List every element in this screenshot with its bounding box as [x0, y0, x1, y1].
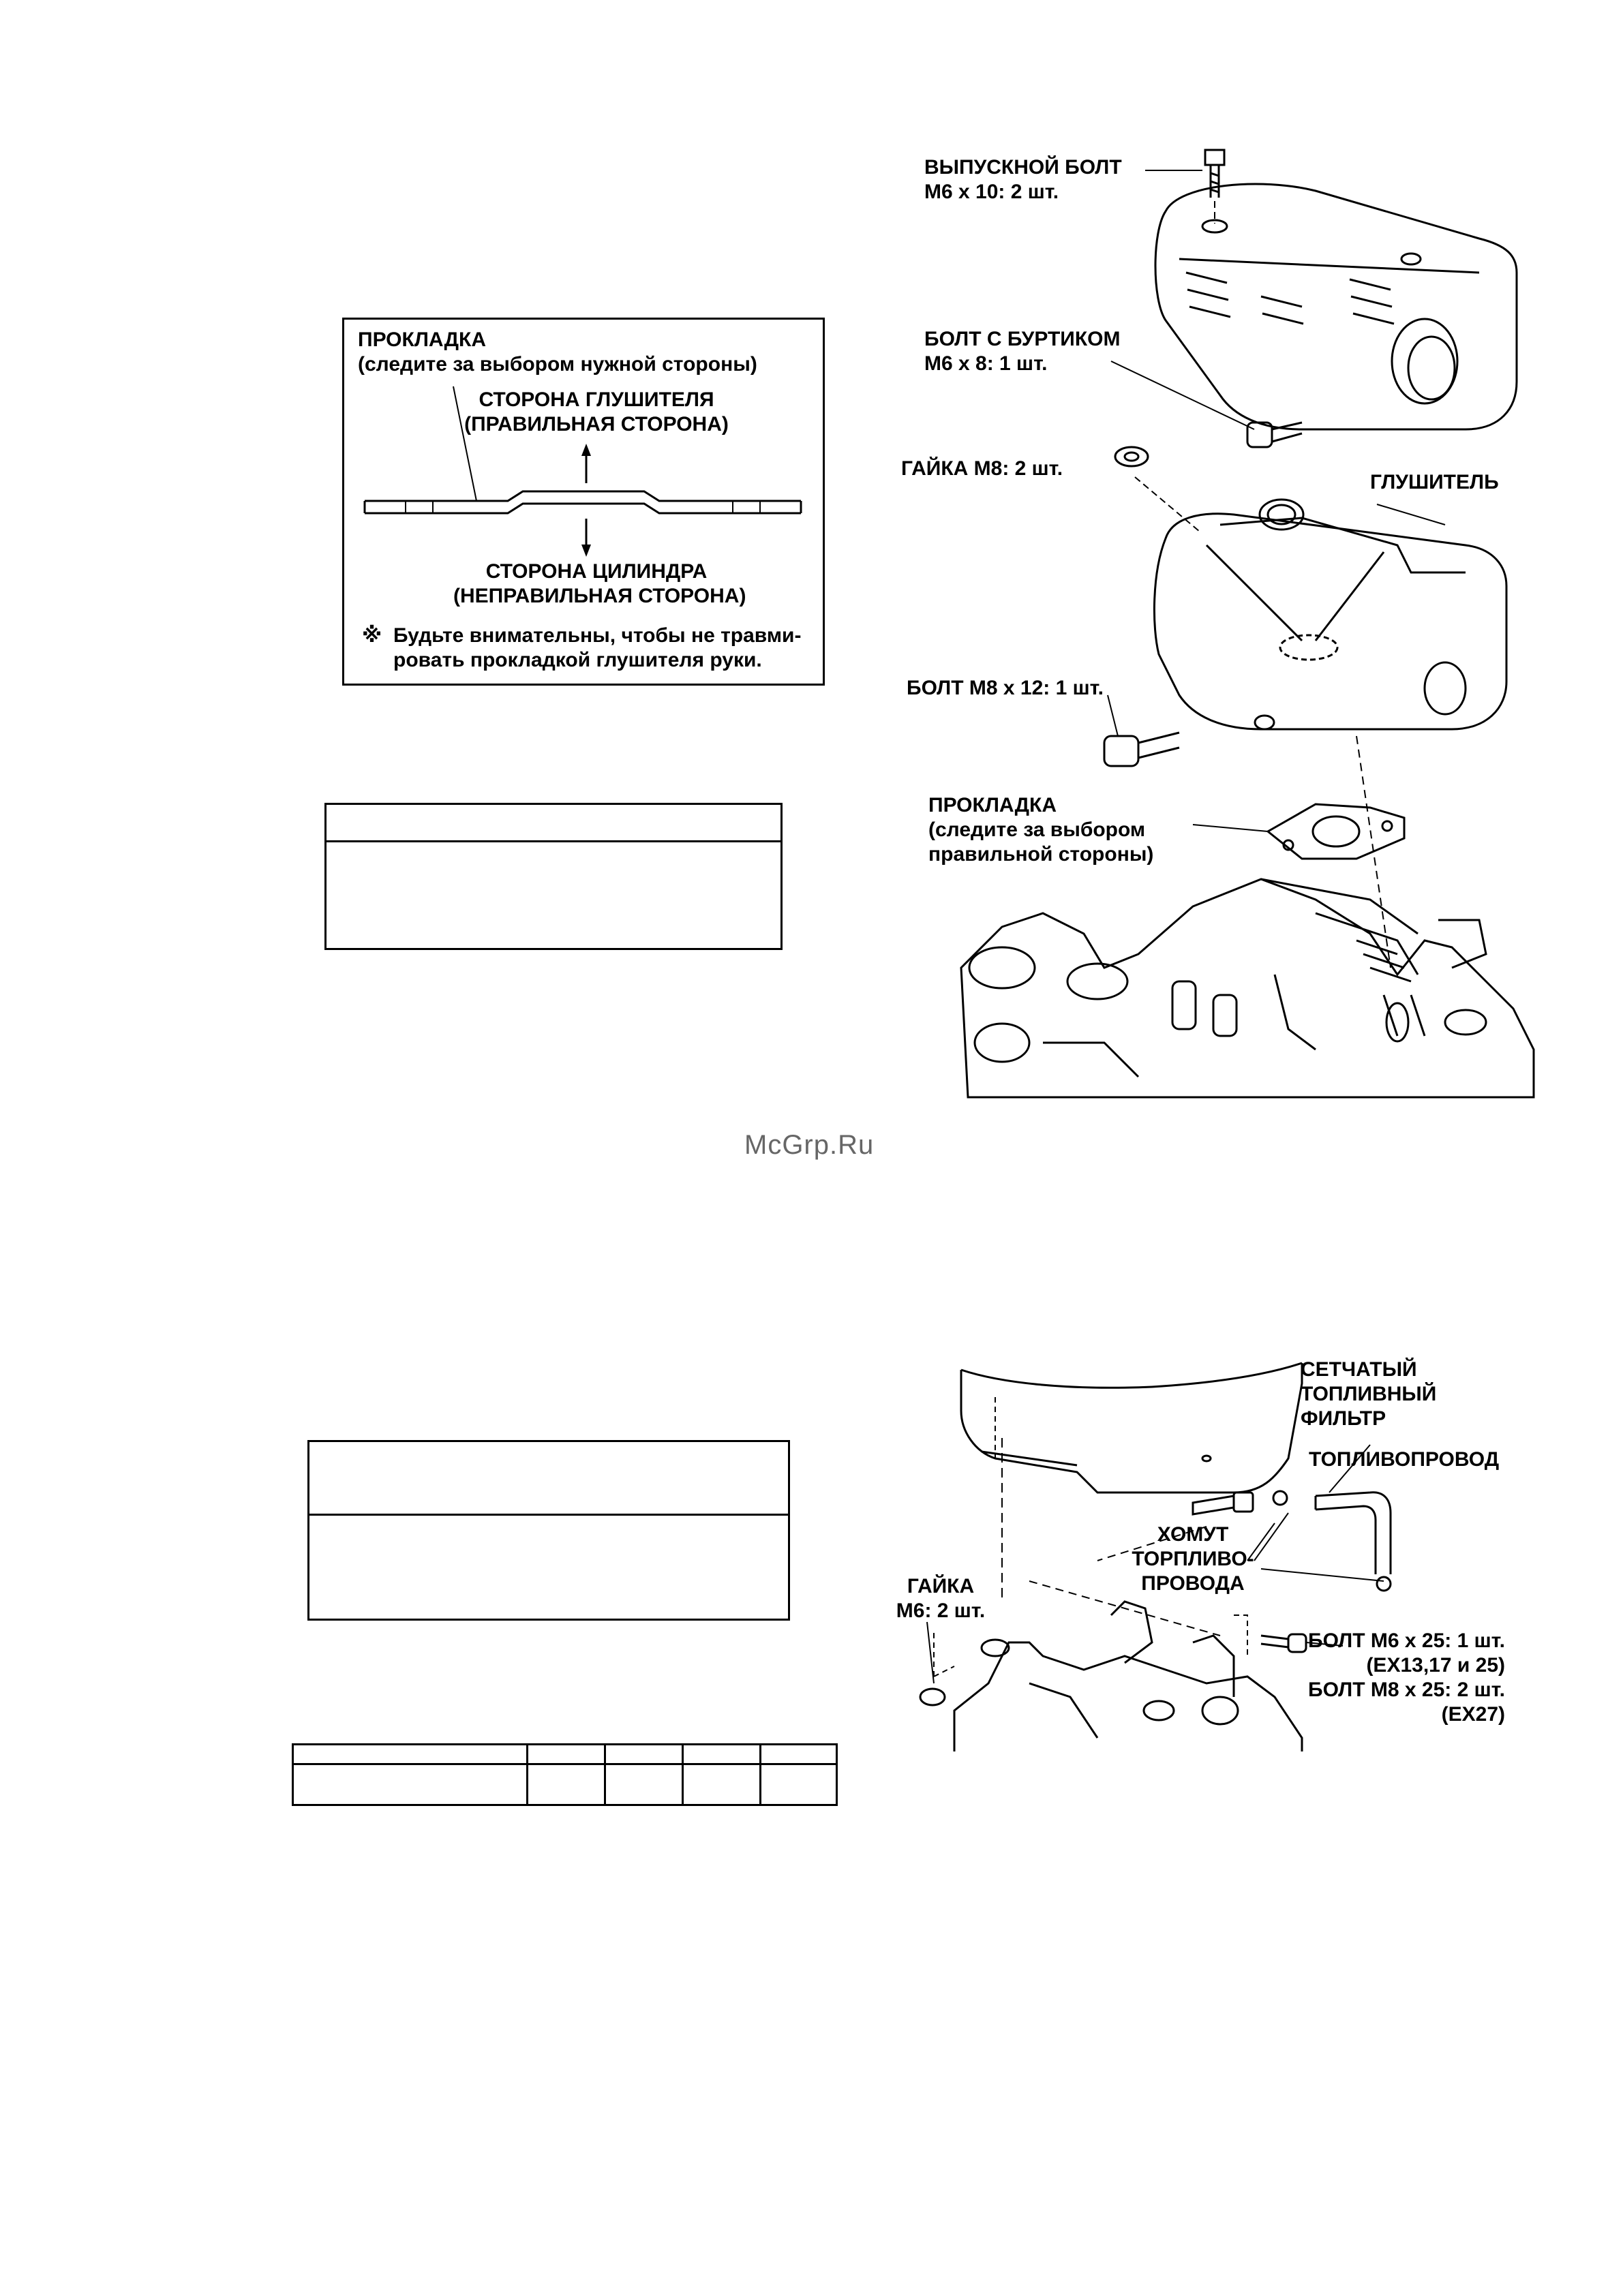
clamp-label-2: ТОРПЛИВО- — [1132, 1548, 1254, 1570]
strainer-label-2: ТОПЛИВНЫЙ — [1301, 1383, 1437, 1405]
empty-grid-table — [292, 1743, 838, 1806]
correct-side-label: (ПРАВИЛЬНАЯ СТОРОНА) — [464, 413, 729, 435]
table-col-divider — [759, 1745, 761, 1804]
empty-table-1 — [324, 803, 783, 950]
flange-bolt-label: БОЛТ С БУРТИКОМ — [924, 328, 1121, 350]
nut-m6-label-1: ГАЙКА — [907, 1575, 975, 1597]
note-mark-icon: ※ — [362, 624, 382, 647]
gasket-subtitle: (следите за выбором нужной стороны) — [358, 353, 757, 376]
empty-table-2 — [307, 1440, 790, 1621]
nut-m8-label: ГАЙКА М8: 2 шт. — [901, 457, 1063, 480]
muffler-exploded-drawing — [879, 136, 1561, 1104]
exhaust-bolt-label: ВЫПУСКНОЙ БОЛТ — [924, 156, 1122, 179]
table-divider — [309, 1514, 788, 1516]
table-col-divider — [526, 1745, 528, 1804]
cylinder-side-label: СТОРОНА ЦИЛИНДРА — [485, 560, 708, 583]
muffler-side-label: СТОРОНА ГЛУШИТЕЛЯ — [479, 388, 714, 411]
wrong-side-label: (НЕПРАВИЛЬНАЯ СТОРОНА) — [453, 585, 746, 607]
bolt-m8-models-label: (EX27) — [1441, 1703, 1505, 1726]
watermark: McGrp.Ru — [744, 1130, 875, 1160]
gasket-title: ПРОКЛАДКА — [358, 328, 486, 351]
note-line-2: ровать прокладкой глушителя руки. — [393, 649, 762, 671]
bolt-m8-label: БОЛТ М8 x 12: 1 шт. — [907, 677, 1104, 699]
gasket-label: ПРОКЛАДКА — [928, 794, 1057, 816]
table-col-divider — [682, 1745, 684, 1804]
clamp-label-3: ПРОВОДА — [1141, 1572, 1245, 1595]
bolt-m6-label: БОЛТ М6 x 25: 1 шт. — [1308, 1629, 1505, 1652]
table-row-divider — [294, 1763, 836, 1765]
strainer-label-1: СЕТЧАТЫЙ — [1301, 1358, 1417, 1381]
flange-bolt-size-label: М6 x 8: 1 шт. — [924, 352, 1048, 375]
table-divider — [327, 840, 780, 842]
note-line-1: Будьте внимательны, чтобы не травми- — [393, 624, 802, 647]
bolt-m6-models-label: (EX13,17 и 25) — [1366, 1654, 1505, 1677]
fuel-line-label: ТОПЛИВОПРОВОД — [1309, 1448, 1500, 1471]
muffler-label: ГЛУШИТЕЛЬ — [1370, 471, 1499, 493]
exhaust-bolt-size-label: М6 x 10: 2 шт. — [924, 181, 1059, 203]
clamp-label-1: ХОМУТ — [1157, 1523, 1229, 1546]
gasket-note-line-1: (следите за выбором — [928, 818, 1146, 841]
strainer-label-3: ФИЛЬТР — [1301, 1407, 1386, 1430]
table-col-divider — [604, 1745, 606, 1804]
gasket-note-line-2: правильной стороны) — [928, 843, 1154, 866]
gasket-orientation-box — [342, 318, 825, 686]
nut-m6-label-2: М6: 2 шт. — [896, 1599, 986, 1622]
bolt-m8-label: БОЛТ М8 x 25: 2 шт. — [1308, 1679, 1505, 1701]
